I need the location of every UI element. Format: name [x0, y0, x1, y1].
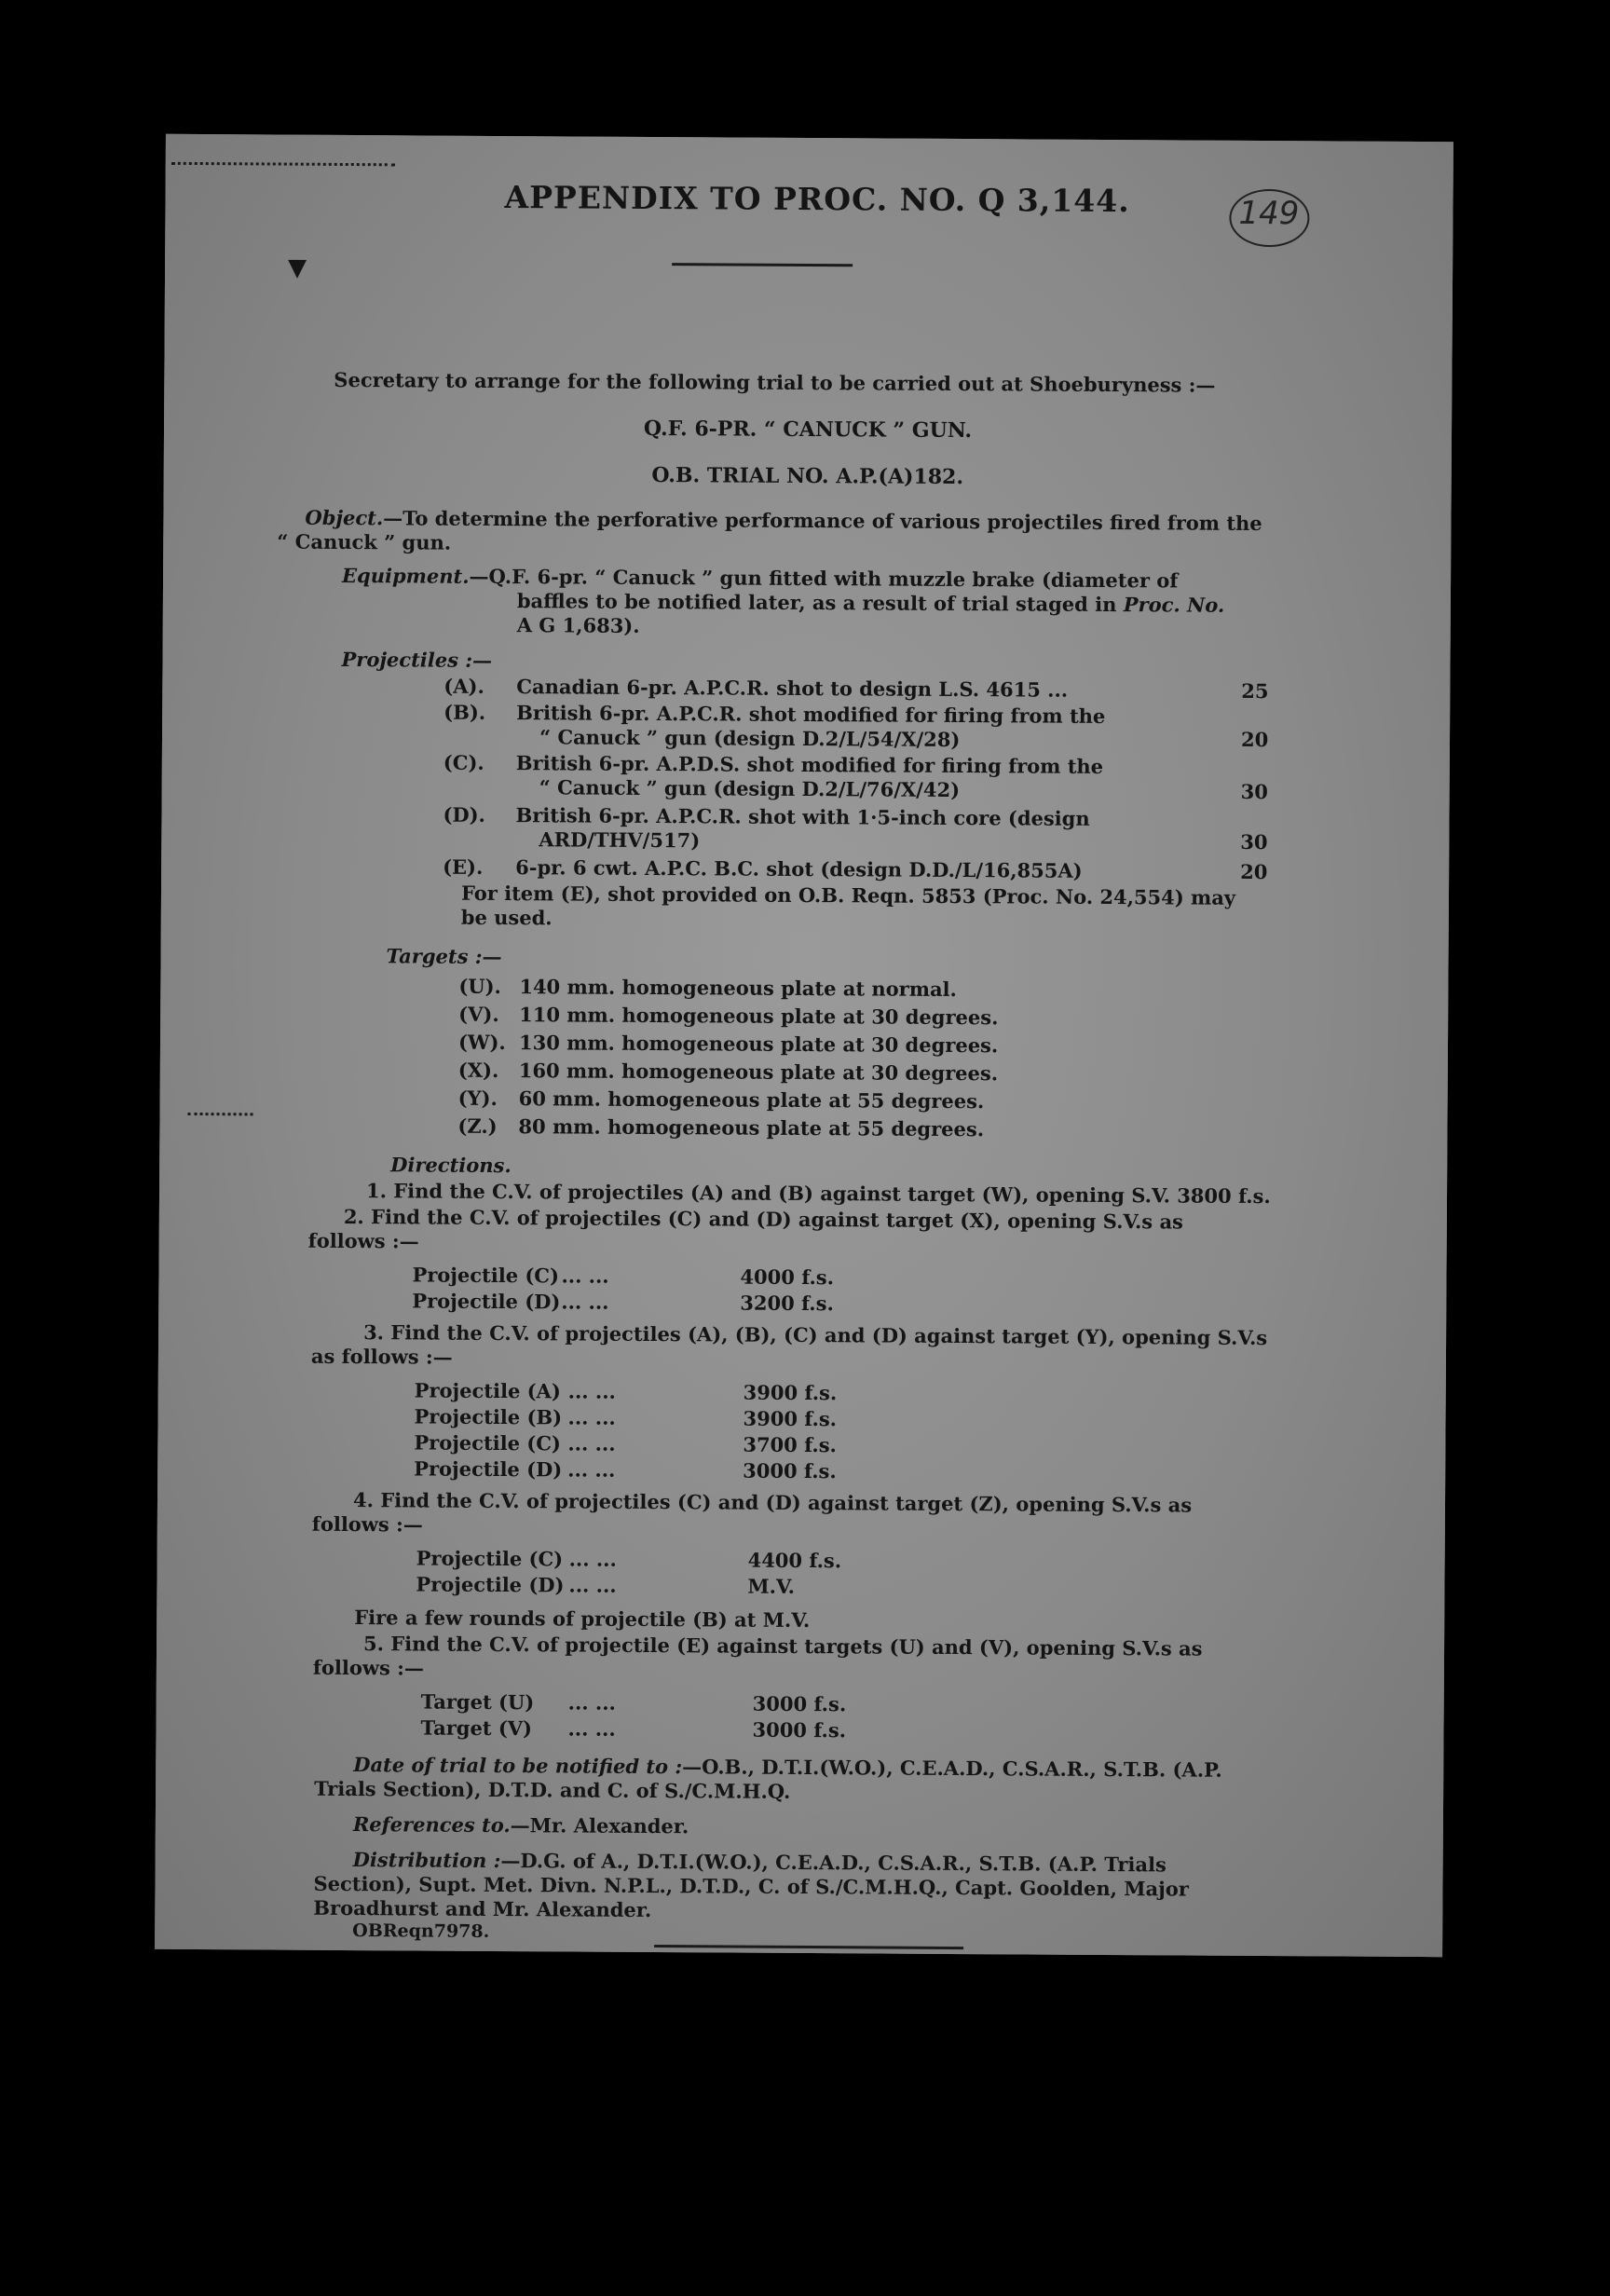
- equipment-label: Equipment.: [341, 563, 470, 588]
- footer-reference: OBReqn7978.: [352, 1920, 490, 1942]
- equipment-line-2: [517, 589, 1224, 617]
- d3-row-3-val: 3700 f.s.: [743, 1432, 837, 1457]
- equipment-text-3: A G 1,683).: [516, 613, 640, 637]
- trial-number: O.B. TRIAL NO. A.P.(A)182.: [651, 462, 964, 490]
- projectile-e-qty: 20: [1240, 859, 1268, 884]
- references-line: [353, 1812, 689, 1838]
- projectile-a-id: (A).: [443, 674, 484, 698]
- d5-row-1-name: Target (U): [420, 1689, 535, 1715]
- targets-label: Targets :—: [386, 944, 502, 969]
- target-z-id: (Z.): [457, 1114, 498, 1138]
- footer-rule: [654, 1945, 963, 1949]
- target-w-text: 130 mm. homogeneous plate at 30 degrees.: [518, 1031, 999, 1058]
- date-of-trial-label: Date of trial to be notified to :: [353, 1753, 683, 1779]
- d2-row-1-val: 4000 f.s.: [740, 1264, 835, 1290]
- d3-row-2-val: 3900 f.s.: [743, 1406, 838, 1431]
- distribution-line-1: [353, 1848, 1167, 1876]
- direction-3-line-1: 3. Find the C.V. of projectiles (A), (B), (C) and (D) against target (Y), opening S.V.s: [363, 1320, 1268, 1350]
- d3-row-2-dots: ... ...: [567, 1405, 616, 1429]
- equipment-text-2: baffles to be notified later, as a result of trial staged in: [516, 589, 1117, 617]
- d4-row-2-name: Projectile (D): [416, 1572, 565, 1597]
- distribution-text-3: Broadhurst and Mr. Alexander.: [313, 1895, 652, 1922]
- d5-row-1-dots: ... ...: [567, 1690, 616, 1715]
- projectile-b-line-2: “ Canuck ” gun (design D.2/L/54/X/28): [539, 725, 961, 752]
- d3-row-1-name: Projectile (A): [414, 1378, 561, 1403]
- date-of-trial-text-1: —O.B., D.T.I.(W.O.), C.E.A.D., C.S.A.R., S.T.B. (A.P.: [682, 1755, 1222, 1782]
- d2-row-2-dots: ... ...: [561, 1290, 609, 1314]
- target-u-text: 140 mm. homogeneous plate at normal.: [519, 975, 957, 1001]
- d5-row-1-val: 3000 f.s.: [752, 1691, 847, 1716]
- intro-text: Secretary to arrange for the following trial to be carried out at Shoeburyness :—: [334, 367, 1216, 397]
- d4-row-1-val: 4400 f.s.: [747, 1548, 842, 1573]
- projectile-c-id: (C).: [443, 750, 484, 774]
- d3-row-4-name: Projectile (D): [414, 1456, 563, 1482]
- d5-row-2-val: 3000 f.s.: [752, 1717, 847, 1742]
- target-u-id: (U).: [458, 974, 501, 999]
- projectile-e-id: (E).: [443, 854, 484, 879]
- target-w-id: (W).: [457, 1030, 506, 1055]
- fire-note: Fire a few rounds of projectile (B) at M.V.: [354, 1606, 811, 1633]
- projectile-c-line-2: “ Canuck ” gun (design D.2/L/76/X/42): [539, 775, 961, 802]
- document-page: [155, 134, 1453, 1957]
- projectile-c-line-1: British 6-pr. A.P.D.S. shot modified for firing from the: [515, 751, 1104, 778]
- header-dotted-rule: [171, 162, 395, 166]
- object-text-2: “ Canuck ” gun.: [277, 529, 452, 554]
- d5-row-2-name: Target (V): [420, 1715, 533, 1741]
- d2-row-1-dots: ... ...: [561, 1264, 609, 1288]
- direction-2-line-2: follows :—: [307, 1228, 419, 1253]
- direction-5-line-2: follows :—: [312, 1655, 424, 1680]
- projectiles-label: Projectiles :—: [341, 647, 493, 672]
- object-text-1: —To determine the perforative performance of various projectiles fired from the: [383, 506, 1262, 535]
- target-y-id: (Y).: [457, 1086, 498, 1110]
- target-x-text: 160 mm. homogeneous plate at 30 degrees.: [518, 1059, 999, 1086]
- distribution-text-2: Section), Supt. Met. Divn. N.P.L., D.T.D., C. of S./C.M.H.Q., Capt. Goolden, Major: [313, 1871, 1189, 1901]
- date-of-trial-text-2: Trials Section), D.T.D. and C. of S./C.M.H.Q.: [314, 1776, 791, 1803]
- projectile-d-qty: 30: [1240, 829, 1268, 854]
- projectile-c-qty: 30: [1240, 779, 1268, 804]
- d3-row-3-name: Projectile (C): [414, 1430, 561, 1456]
- distribution-label: Distribution :: [352, 1848, 501, 1873]
- target-v-id: (V).: [458, 1002, 499, 1026]
- d3-row-1-val: 3900 f.s.: [743, 1380, 838, 1405]
- d3-row-3-dots: ... ...: [567, 1431, 616, 1456]
- projectile-e-line-1: 6-pr. 6 cwt. A.P.C. B.C. shot (design D.D./L/16,855A): [515, 855, 1083, 882]
- d2-row-2-val: 3200 f.s.: [740, 1291, 834, 1316]
- d2-row-2-name: Projectile (D): [412, 1289, 561, 1314]
- direction-3-line-2: as follows :—: [310, 1344, 453, 1369]
- projectile-a-line-1: Canadian 6-pr. A.P.C.R. shot to design L.S. 4615 ...: [516, 675, 1069, 702]
- direction-5-line-1: 5. Find the C.V. of projectile (E) against targets (U) and (V), opening S.V.s as: [362, 1632, 1203, 1660]
- d2-row-1-name: Projectile (C): [412, 1263, 560, 1288]
- projectiles-note-1: For item (E), shot provided on O.B. Reqn. 5853 (Proc. No. 24,554) may: [460, 881, 1236, 909]
- d3-row-4-dots: ... ...: [567, 1457, 616, 1482]
- projectile-b-line-1: British 6-pr. A.P.C.R. shot modified for firing from the: [516, 701, 1106, 728]
- gun-title: Q.F. 6-PR. “ CANUCK ” GUN.: [643, 416, 973, 444]
- equipment-text-1: —Q.F. 6-pr. “ Canuck ” gun fitted with muzzle brake (diameter of: [469, 564, 1179, 593]
- projectile-d-line-2: ARD/THV/517): [539, 827, 701, 853]
- projectile-a-qty: 25: [1241, 678, 1269, 704]
- projectile-b-qty: 20: [1240, 727, 1269, 752]
- d5-row-2-dots: ... ...: [567, 1716, 616, 1741]
- d4-row-2-dots: ... ...: [568, 1573, 617, 1597]
- directions-label: Directions.: [390, 1153, 512, 1178]
- direction-4-line-2: follows :—: [311, 1511, 423, 1537]
- margin-dotted-rule: [188, 1113, 253, 1115]
- direction-2-line-1: 2. Find the C.V. of projectiles (C) and (D) against target (X), opening S.V.s as: [343, 1204, 1183, 1234]
- projectile-b-id: (B).: [443, 700, 486, 724]
- d4-row-1-name: Projectile (C): [416, 1546, 564, 1571]
- d3-row-1-dots: ... ...: [567, 1379, 616, 1403]
- d4-row-1-dots: ... ...: [568, 1547, 617, 1571]
- target-v-text: 110 mm. homogeneous plate at 30 degrees.: [519, 1003, 999, 1030]
- projectile-d-id: (D).: [443, 802, 485, 827]
- title-rule: [672, 263, 853, 266]
- object-label: Object.: [305, 505, 384, 530]
- page-number: 149: [1238, 194, 1300, 233]
- d3-row-4-val: 3000 f.s.: [743, 1458, 837, 1483]
- projectile-d-line-1: British 6-pr. A.P.C.R. shot with 1·5-inch core (design: [515, 803, 1090, 830]
- target-z-text: 80 mm. homogeneous plate at 55 degrees.: [518, 1114, 985, 1141]
- target-y-text: 60 mm. homogeneous plate at 55 degrees.: [518, 1086, 985, 1114]
- distribution-text-1: —D.G. of A., D.T.I.(W.O.), C.E.A.D., C.S.A.R., S.T.B. (A.P. Trials: [500, 1849, 1167, 1877]
- page-title: APPENDIX TO PROC. NO. Q 3,144.: [504, 179, 1130, 220]
- equipment-line-1: [342, 564, 1178, 592]
- direction-1: 1. Find the C.V. of projectiles (A) and (B) against target (W), opening S.V. 3800 f.s.: [365, 1179, 1271, 1209]
- d4-row-2-val: M.V.: [747, 1574, 796, 1598]
- projectiles-note-2: be used.: [460, 905, 553, 930]
- references-label: References to.: [352, 1812, 511, 1838]
- d3-row-2-name: Projectile (B): [414, 1404, 563, 1429]
- references-text: —Mr. Alexander.: [510, 1813, 689, 1838]
- ink-mark: ▼: [287, 253, 307, 282]
- target-x-id: (X).: [457, 1058, 499, 1082]
- equipment-proc-ref: Proc. No.: [1123, 593, 1225, 617]
- direction-4-line-1: 4. Find the C.V. of projectiles (C) and (D) against target (Z), opening S.V.s as: [352, 1488, 1193, 1517]
